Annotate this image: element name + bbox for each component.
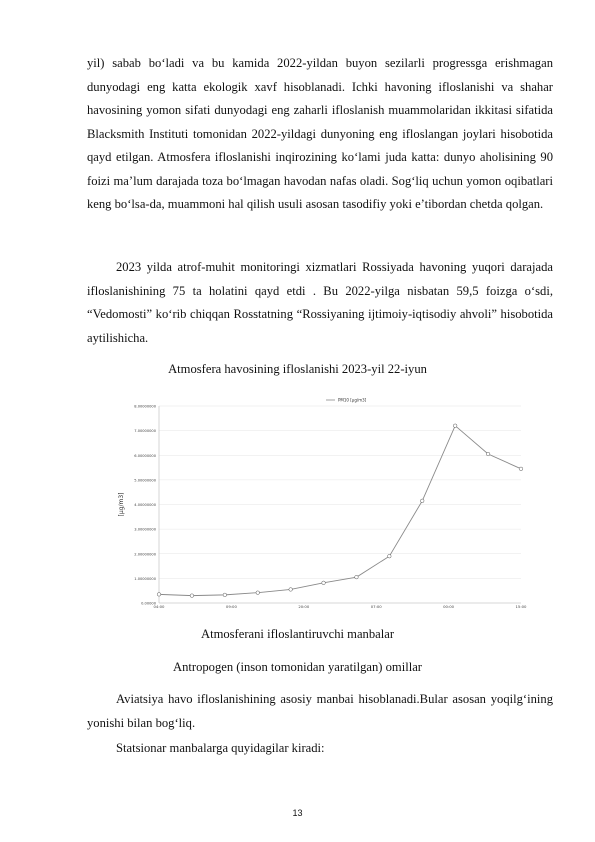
y-tick-label: 7.00000000 (134, 429, 156, 434)
series-line-pm10 (159, 426, 521, 596)
x-tick-label: 04:00 (153, 604, 165, 609)
y-tick-label: 1.00000000 (134, 576, 156, 581)
data-point (157, 593, 161, 597)
data-point (322, 581, 326, 585)
paragraph-aviation: Aviatsiya havo ifloslanishining asosiy manbai hisoblanadi.Bular asosan yoqilg‘ining yonishi bilan bog‘liq. (87, 692, 553, 730)
x-tick-label: 09:00 (225, 604, 237, 609)
section-title: Atmosferani ifloslantiruvchi manbalar (200, 627, 395, 641)
legend-label: PM10 [µg/m3] (338, 397, 367, 403)
data-point (289, 588, 293, 592)
chart-caption: Atmosfera havosining ifloslanishi 2023-yil 22-iyun (168, 362, 427, 376)
data-point (519, 467, 523, 471)
subsection-title: Antropogen (inson tomonidan yaratilgan) omillar (172, 660, 423, 674)
data-point (420, 499, 424, 503)
paragraph-stationary: Statsionar manbalarga quyidagilar kiradi: (116, 741, 325, 755)
y-tick-label: 8.00000000 (134, 404, 156, 409)
page-number: 13 (292, 808, 303, 818)
data-point (453, 424, 457, 428)
y-tick-label: 6.00000000 (134, 453, 156, 458)
x-tick-label: 20:00 (298, 604, 310, 609)
paragraph-statistics: 2023 yilda atrof-muhit monitoringi xizmatlari Rossiyada havoning yuqori darajada ifloslanishining 75 ta holatini qayd etdi . Bu 2022-yilga nisbatan 59,5 foizga o‘sdi, “Vedomosti” ko‘rib chiqqan Rosstatning “Rossiyaning ijtimoiy-iqtisodiy ahvoli” hisobotida aytilishicha. (87, 260, 553, 345)
data-point (388, 554, 392, 558)
paragraph-intro: yil) sabab bo‘ladi va bu kamida 2022-yildan buyon sezilarli progressga erishmagan dunyodagi eng katta ekologik xavf hisoblanadi. Ichki havoning ifloslanishi va shahar havosining yomon sifati dunyodagi eng zaharli ifloslanish muammolaridan ikkitasi sifatida Blacksmith Instituti tomonidan 2022-yildagi dunyoning eng ifloslangan joylari hisobotida qayd etilgan. Atmosfera ifloslanishi inqirozining ko‘lami juda katta: dunyo aholisining 90 foizi ma’lum darajada toza bo‘lmagan havodan nafas oladi. Sog‘liq uchun yomon oqibatlari keng bo‘lsa-da, muammoni hal qilish usuli asosan tasodifiy yoki e’tibordan chetda qolgan. (87, 56, 553, 211)
x-tick-label: 15:00 (515, 604, 527, 609)
y-tick-label: 3.00000000 (134, 527, 156, 532)
data-point (256, 591, 260, 595)
data-point (190, 594, 194, 598)
y-axis-label: [µg/m3] (118, 492, 125, 517)
data-point (355, 575, 359, 579)
y-tick-label: 5.00000000 (134, 478, 156, 483)
y-tick-label: 0.00000 (141, 601, 156, 606)
data-point (486, 452, 490, 456)
y-tick-label: 2.00000000 (134, 552, 156, 557)
x-tick-label: 00:00 (443, 604, 455, 609)
pm10-line-chart (113, 393, 531, 611)
data-point (223, 593, 227, 597)
x-tick-label: 07:00 (370, 604, 382, 609)
chart-svg (113, 393, 531, 611)
y-tick-label: 4.00000000 (134, 503, 156, 507)
